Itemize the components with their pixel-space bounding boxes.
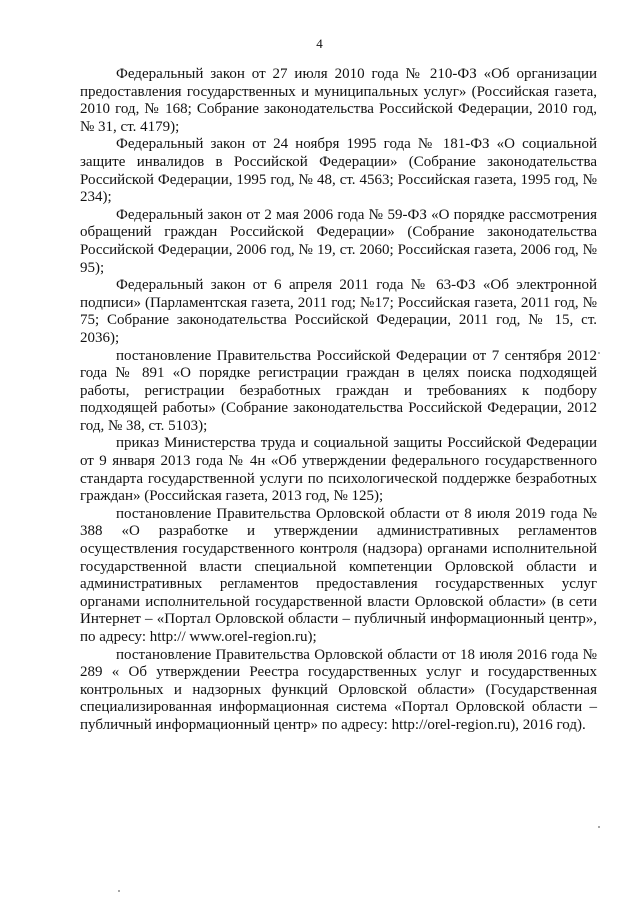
scan-speck [118,890,120,892]
paragraph-government-decree-891: постановление Правительства Российской Федерации от 7 сентября 2012 года № 891 «О порядке регистрации граждан в целях поиска подходящей работы, регистрации безработных граждан и требованиях к подбору подходящей работы» (Собрание законодательства Российской Федерации, 2012 год, № 38, ст. 5103); [80,347,597,434]
page-number: 4 [316,36,323,51]
paragraph-ministry-order-4n: приказ Министерства труда и социальной защиты Российской Федерации от 9 января 2013 года № 4н «Об утверждении федерального государственного стандарта государственной услуги по психологической поддержке безработных граждан» (Российская газета, 2013 год, № 125); [80,435,597,505]
paragraph-regional-decree-388: постановление Правительства Орловской области от 8 июля 2019 года № 388 «О разработке и утверждении административных регламентов осуществления государственного контроля (надзора) органами исполнительной государственной власти специальной компетенции Орловской области и административных регламентов предоставления государственных услуг органами исполнительной государственной власти Орловской области» (в сети Интернет – «Портал Орловской области – публичный информационный центр», по адресу: http:// www.orel-region.ru); [80,505,597,645]
paragraph-law-210fz: Федеральный закон от 27 июля 2010 года № 210-ФЗ «Об организации предоставления государственных и муниципальных услуг» (Российская газета, 2010 год, № 168; Собрание законодательства Российской Федерации, 2010 год, № 31, ст. 4179); [80,66,597,135]
paragraph-law-63fz: Федеральный закон от 6 апреля 2011 года № 63-ФЗ «Об электронной подписи» (Парламентская газета, 2011 год; №17; Российская газета, 2011 год, № 75; Собрание законодательства Российской Федерации, 2011 год, № 15, ст. 2036); [80,277,597,346]
paragraph-law-181fz: Федеральный закон от 24 ноября 1995 года № 181-ФЗ «О социальной защите инвалидов в Российской Федерации» (Собрание законодательства Российской Федерации, 1995 год, № 48, ст. 4563; Российская газета, 1995 год, № 234); [80,136,597,206]
paragraph-law-59fz: Федеральный закон от 2 мая 2006 года № 59-ФЗ «О порядке рассмотрения обращений граждан Российской Федерации» (Собрание законодательства Российской Федерации, 2006 год, № 19, ст. 2060; Российская газета, 2006 год, № 95); [80,206,597,276]
scan-speck [598,352,600,354]
paragraph-regional-decree-289: постановление Правительства Орловской области от 18 июля 2016 года № 289 « Об утверждении Реестра государственных услуг и государственных контрольных и надзорных функций Орловской области» (Государственная специализированная информационная система «Портал Орловской области – публичный информационный центр» по адресу: http://orel-region.ru), 2016 год). [80,646,597,733]
document-body [80,66,597,735]
scan-speck [598,826,600,828]
